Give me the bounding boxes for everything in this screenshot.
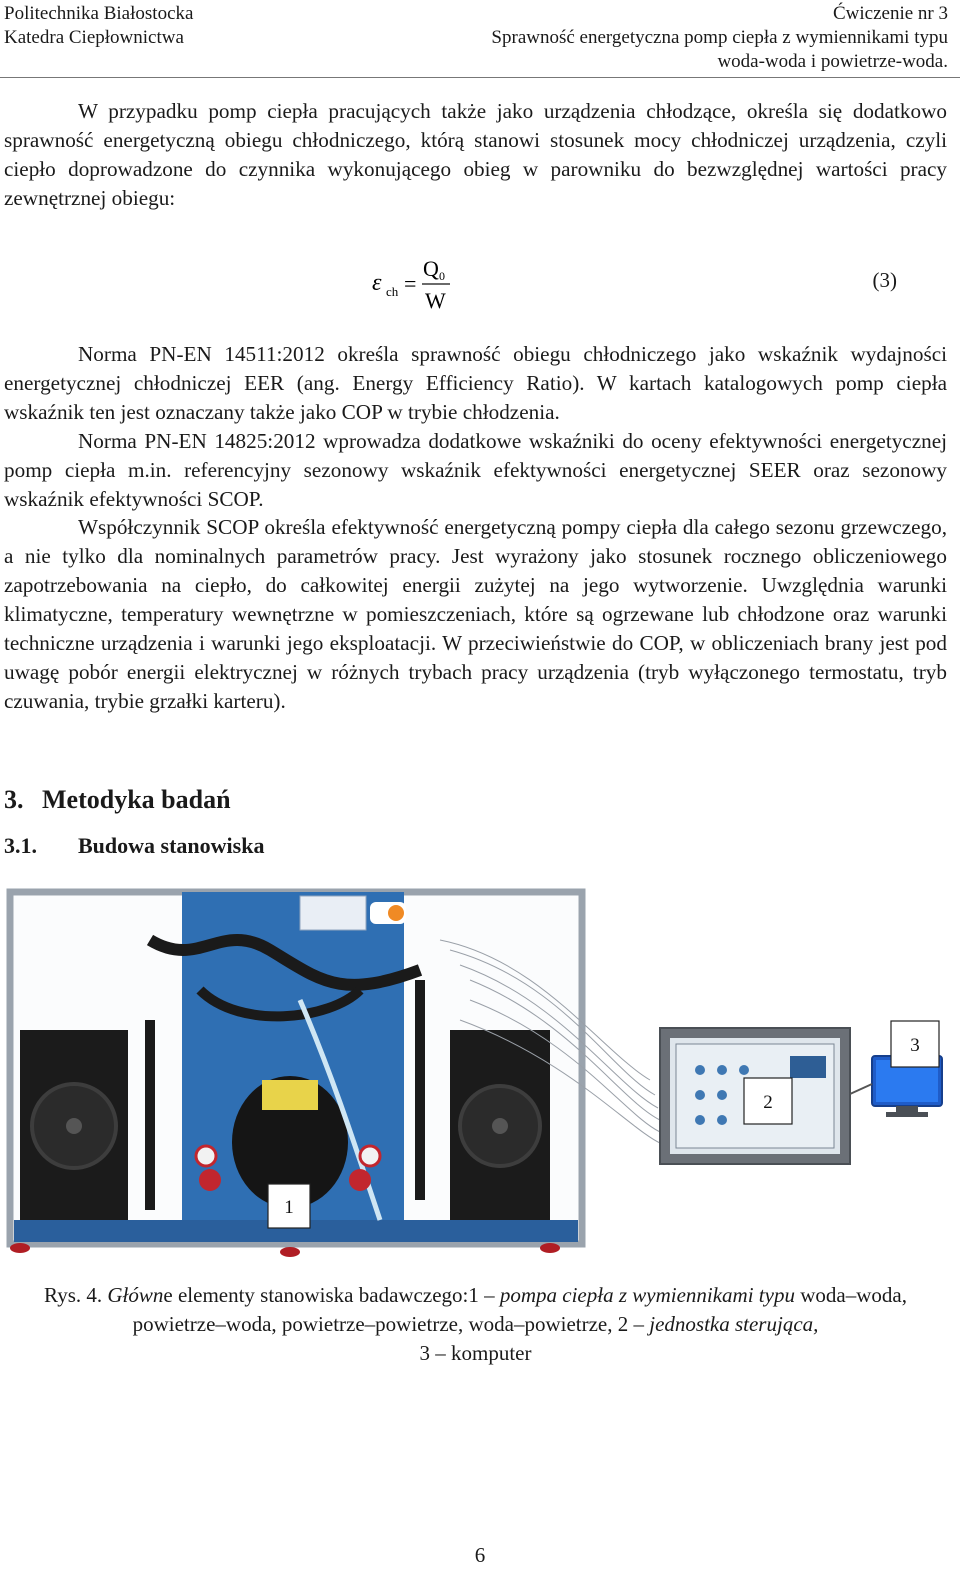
paragraph-scop-definition: Współczynnik SCOP określa efektywność energetyczną pompy ciepła dla całego sezonu grzewczego, a nie tylko dla nominalnych parametrów pracy. Jest wyrażony jako stosunek rocznego obliczeniowego zapotrzebowania na ciepło, do całkowitej energii zużytej na jego wytworzenie. Uwzględnia warunki klimatyczne, temperatury wewnętrzne w pomieszczeniach, które są ogrzewane lub chłodzone oraz warunki techniczne urządzenia i warunki jego eksploatacji. W przeciwieństwie do COP, w obliczeniach brany jest pod uwagę pobór energii elektrycznej w różnych trybach pracy urządzenia (tryb wyłączonego termostatu, tryb czuwania, trybie grzałki karteru). [4,515,947,713]
header-divider [0,77,960,78]
section-number: 3. [4,785,24,814]
subsection-heading [4,833,264,859]
caption-italic-b: pompa ciepła z wymiennikami typu [499,1283,795,1307]
caption-plain-b: woda–woda, powietrze–woda, powietrze–powietrze, woda–powietrze, 2 – [132,1283,907,1336]
exercise-subject-line2: woda-woda i powietrze-woda. [717,51,948,72]
caption-italic-a: Główn [107,1283,164,1307]
figure-caption [4,1281,947,1368]
epsilon-symbol: ε [372,270,382,296]
denominator-w: W [425,288,446,313]
equation-number: (3) [872,268,897,292]
caption-plain-c: 3 – komputer [419,1341,532,1365]
subsection-number: 3.1. [4,833,37,858]
paragraph-cooling-efficiency: W przypadku pomp ciepła pracujących także jako urządzenia chłodzące, określa się dodatkowo sprawność energetyczną obiegu chłodniczego, którą stanowi stosunek mocy chłodniczej urządzenia, czyli ciepło doprowadzone do czynnika wykonującego obieg w parowniku do bezwzględnej wartości pracy zewnętrznej obiegu: [4,99,947,210]
university-name: Politechnika Białostocka [4,3,194,24]
page-header-right [491,2,948,74]
section-heading [4,785,231,815]
equation-3 [368,252,478,316]
numerator-q: Q [423,256,439,281]
paragraph-seer-scop: Norma PN-EN 14825:2012 wprowadza dodatkowe wskaźniki do oceny efektywności energetycznej pomp ciepła m.in. referencyjny sezonowy wskaźnik efektywności energetycznej SEER oraz sezonowy wskaźnik efektywności SCOP. [4,429,947,511]
page-number: 6 [474,1543,486,1567]
equals-sign: = [404,271,417,296]
caption-italic-c: jednostka sterująca, [649,1312,819,1336]
paragraph-eer: Norma PN-EN 14511:2012 określa sprawność obiegu chłodniczego jako wskaźnik wydajności energetycznej chłodniczej EER (ang. Energy Efficiency Ratio). W kartach katalogowych pomp ciepła wskaźnik ten jest oznaczany także jako COP w trybie chłodzenia. [4,342,947,424]
epsilon-subscript: ch [386,284,399,299]
subsection-title: Budowa stanowiska [78,833,265,858]
test-stand-illustration [0,880,960,1275]
department-name: Katedra Ciepłownictwa [4,27,184,48]
equation-3-svg [368,252,478,316]
svg-text:1: 1 [284,1197,294,1218]
page-header-left [4,2,193,50]
exercise-subject-line1: Sprawność energetyczna pomp ciepła z wymiennikami typu [491,27,948,48]
section-title: Metodyka badań [42,785,231,814]
exercise-number: Ćwiczenie nr 3 [832,3,948,24]
figure-label-2 [744,1078,792,1124]
caption-prefix: Rys. 4. [44,1283,108,1307]
caption-plain-a: e elementy stanowiska badawczego:1 – [163,1283,500,1307]
figure-label-3 [891,1021,939,1067]
numerator-subscript: 0 [439,269,445,283]
figure-label-1 [268,1184,310,1228]
svg-text:2: 2 [763,1092,773,1113]
test-stand-figure [0,880,960,1275]
svg-text:3: 3 [910,1035,920,1056]
